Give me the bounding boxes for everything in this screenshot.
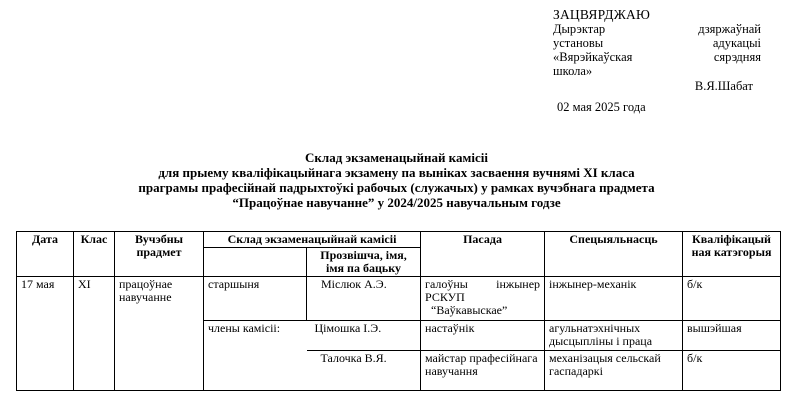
approval-line-3-right: сярэдняя (713, 50, 761, 64)
cell-position: настаўнік (421, 321, 545, 351)
commission-table (16, 231, 781, 391)
cell-position-part-a: галоўны (425, 277, 468, 291)
header-date: Дата (17, 232, 74, 277)
approval-line-2 (553, 36, 761, 50)
cell-category: б/к (683, 277, 781, 321)
cell-category: б/к (683, 351, 781, 391)
header-name: Прозвішча, імя, імя па бацьку (307, 248, 421, 277)
approval-heading: ЗАЦВЯРДЖАЮ (553, 7, 651, 22)
cell-subject: працоўнае навучанне (115, 277, 204, 391)
document-title (0, 150, 793, 210)
header-position: Пасада (421, 232, 545, 277)
cell-role: члены камісіі: (204, 321, 307, 391)
cell-role: старшыня (204, 277, 307, 321)
approval-signature: В.Я.Шабат (694, 79, 753, 93)
header-category: Кваліфікацый ная катэгорыя (683, 232, 781, 277)
title-line-1: Склад экзаменацыйнай камісіі (305, 150, 488, 165)
header-role-empty (204, 248, 307, 277)
approval-block (553, 7, 761, 114)
cell-date: 17 мая (17, 277, 74, 391)
table-header-row (17, 232, 781, 248)
cell-name: Цімошка І.Э. (307, 321, 421, 351)
approval-line-1 (553, 22, 761, 36)
header-class: Клас (74, 232, 115, 277)
cell-position-part-b: інжынер (496, 277, 541, 291)
approval-line-4: школа» (553, 64, 593, 78)
approval-line-3-left: «Вярэйкаўская (553, 50, 633, 64)
approval-line-2-left: установы (553, 36, 604, 50)
header-subject: Вучэбны прадмет (115, 232, 204, 277)
approval-line-1-left: Дырэктар (553, 22, 606, 36)
header-commission: Склад экзаменацыйнай камісіі (204, 232, 421, 248)
approval-line-2-right: адукацыі (712, 36, 761, 50)
cell-class: XI (74, 277, 115, 391)
title-line-4: “Працоўнае навучанне” у 2024/2025 навучальным годзе (232, 195, 561, 210)
approval-date: 02 мая 2025 года (557, 100, 646, 114)
cell-specialty: інжынер-механік (545, 277, 683, 321)
cell-specialty: агульнатэхнічных дысцыпліны і праца (545, 321, 683, 351)
approval-line-3 (553, 50, 761, 64)
approval-line-1-right: дзяржаўнай (698, 22, 761, 36)
cell-position-line-2: РСКУП (425, 290, 465, 304)
table-row (17, 277, 781, 321)
cell-position (421, 277, 545, 321)
cell-name: Міслюк А.Э. (307, 277, 421, 321)
cell-position-line-3: “Ваўкавыскае” (431, 303, 508, 317)
title-line-3: праграмы прафесійнай падрыхтоўкі рабочых (служачых) у рамках вучэбнага прадмета (138, 180, 655, 195)
title-line-2: для прыему кваліфікацыйнага экзамену па выніках засваення вучнямі XI класа (158, 165, 635, 180)
cell-category: вышэйшая (683, 321, 781, 351)
cell-name: Талочка В.Я. (307, 351, 421, 391)
cell-specialty: механізацыя сельскай гаспадаркі (545, 351, 683, 391)
header-specialty: Спецыяльнасць (545, 232, 683, 277)
cell-position: майстар прафесійнага навучання (421, 351, 545, 391)
